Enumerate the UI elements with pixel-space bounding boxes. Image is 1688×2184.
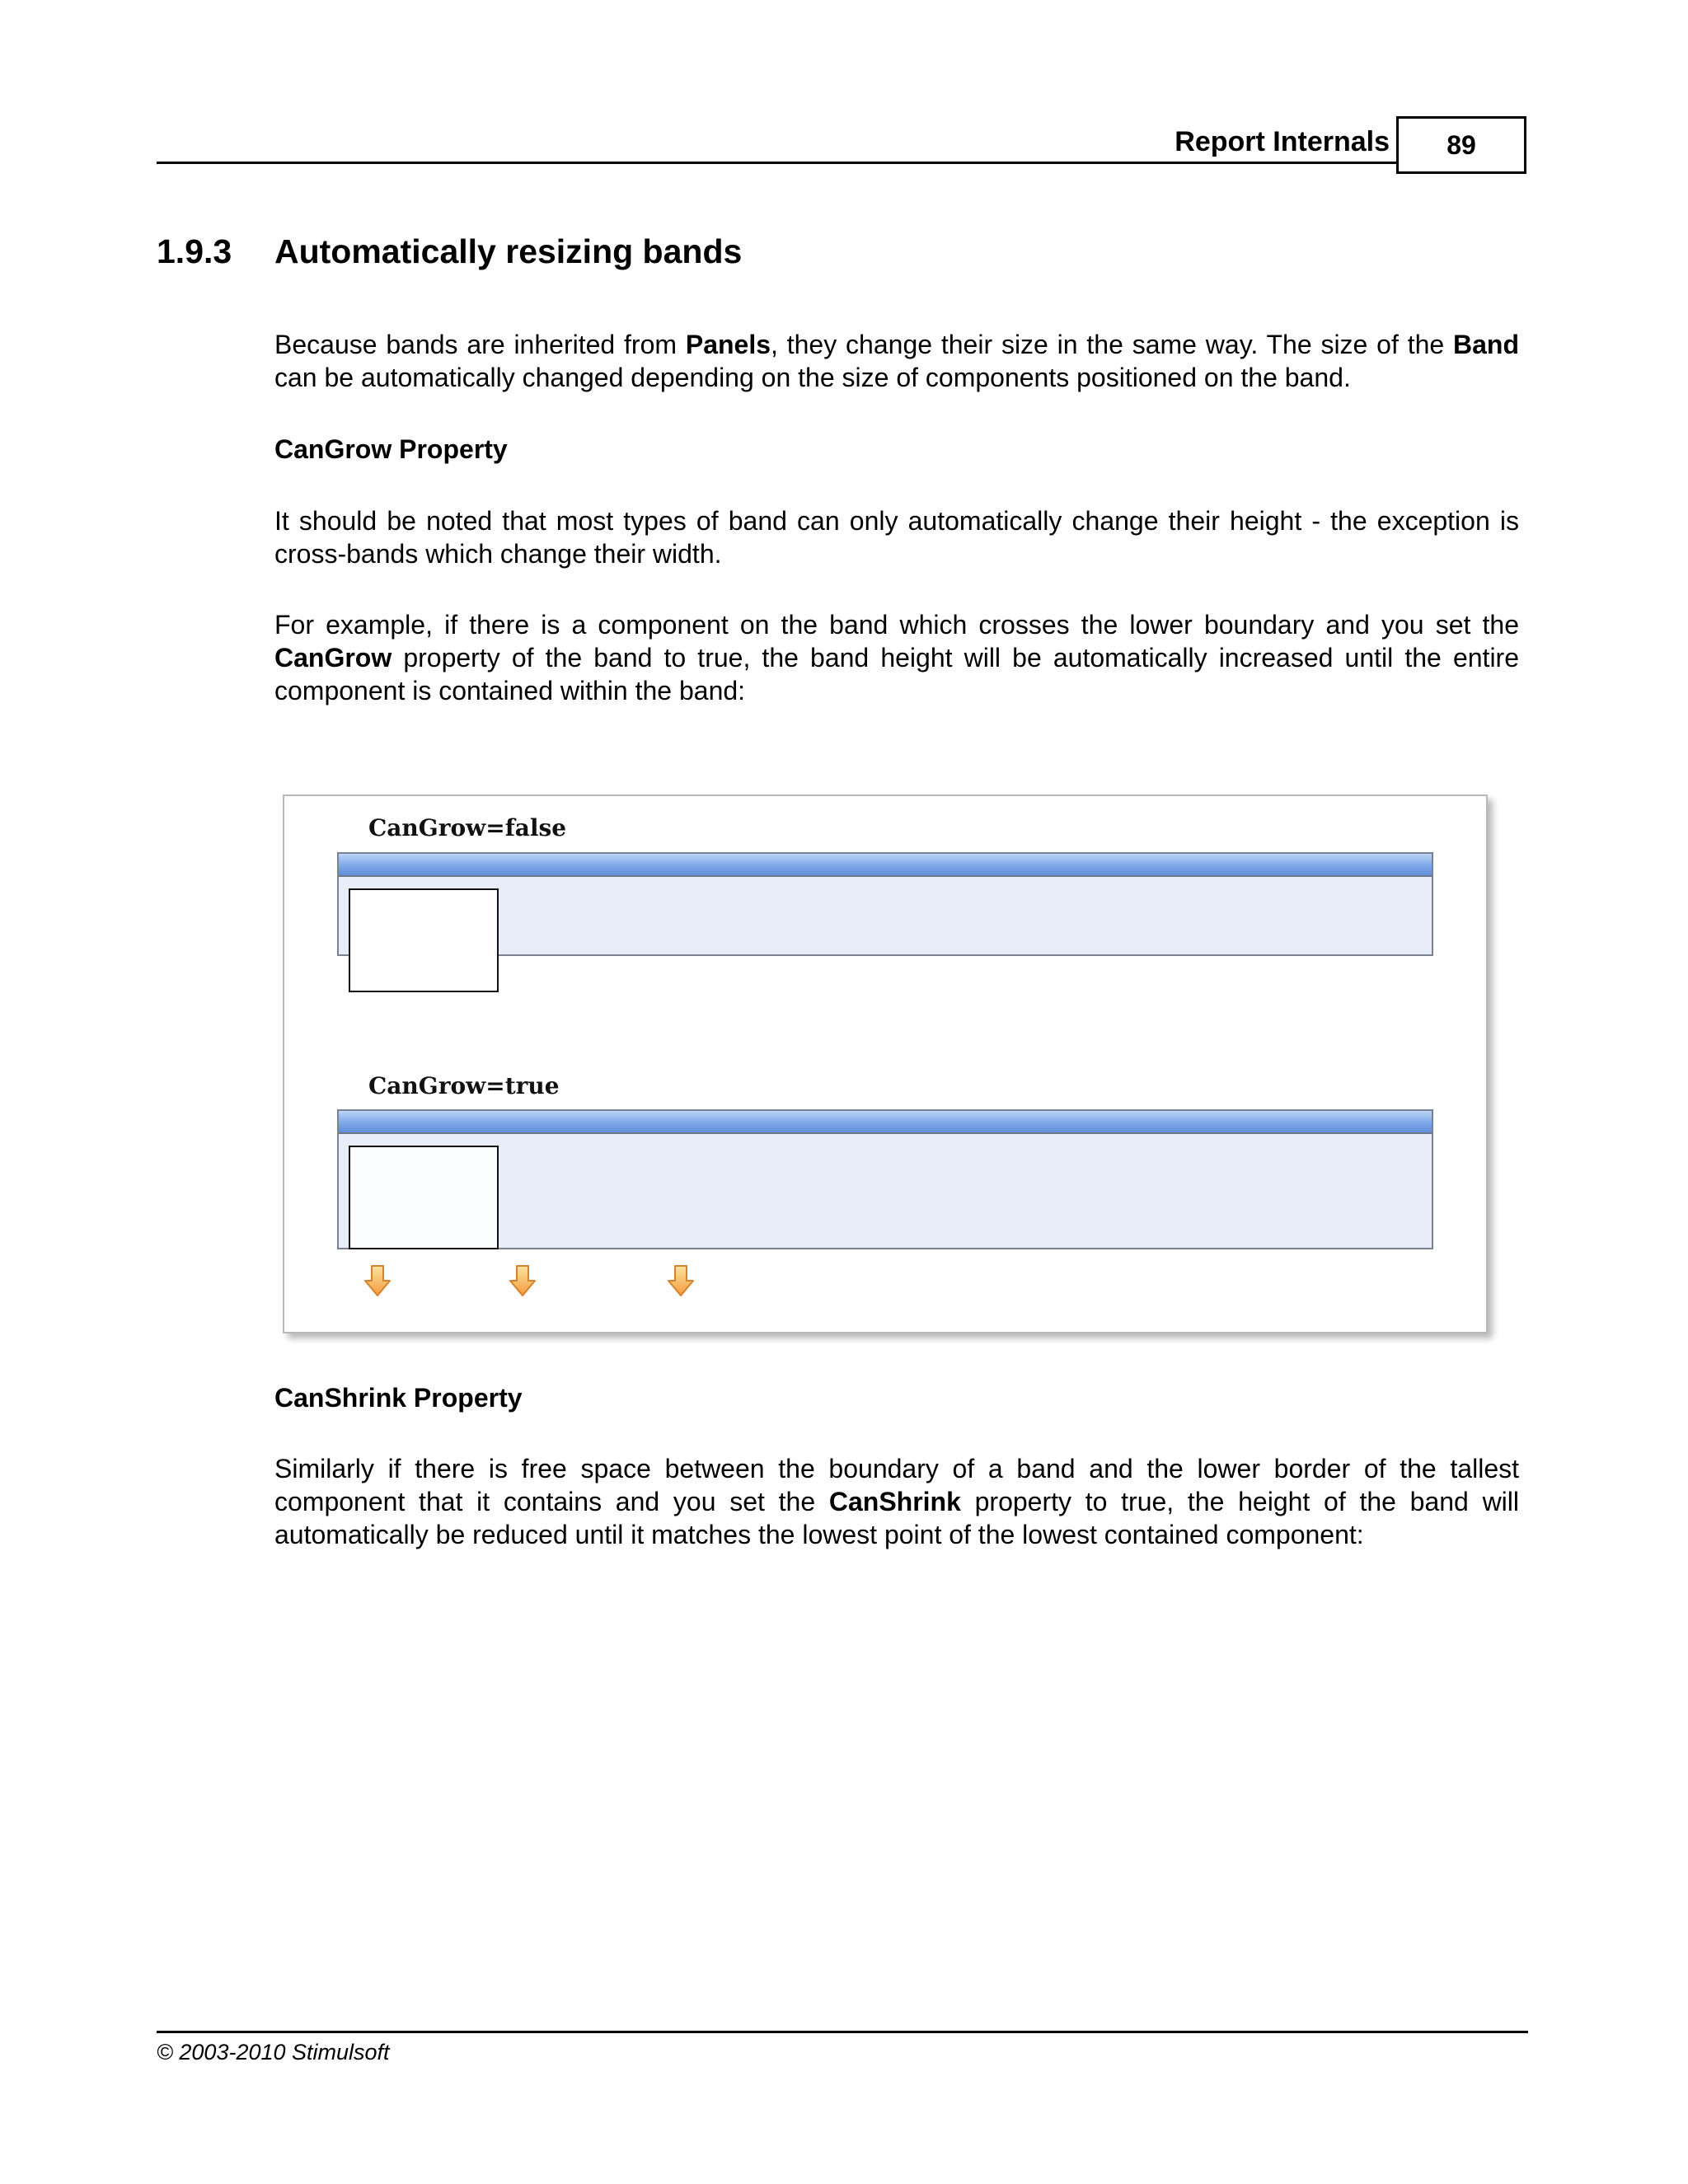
band-cangrow-true (337, 1109, 1433, 1249)
header-rule (157, 162, 1397, 164)
component-overflowing (349, 888, 499, 992)
cangrow-false-label: CanGrow=false (368, 814, 567, 841)
chapter-title: Report Internals (1175, 126, 1390, 157)
down-arrow-icon (363, 1264, 392, 1297)
cangrow-figure (283, 794, 1488, 1333)
footer-copyright: © 2003-2010 Stimulsoft (157, 2040, 390, 2064)
footer-rule (157, 2031, 1528, 2033)
section-number: 1.9.3 (157, 232, 232, 270)
band-cangrow-false (337, 852, 1433, 956)
down-arrow-icon (509, 1264, 537, 1297)
cangrow-note-paragraph: It should be noted that most types of band can only automatically change their height - the exception is cross-bands which change their width. (274, 506, 1519, 569)
canshrink-paragraph: Similarly if there is free space between the boundary of a band and the lower border of the tallest component that it contains and you set the CanShrink property to true, the height of the band will automatically be reduced until it matches the lowest point of the lowest contained component: (274, 1454, 1520, 1549)
section-title: Automatically resizing bands (274, 232, 743, 270)
component-contained (349, 1146, 499, 1249)
page-number: 89 (1396, 116, 1526, 174)
down-arrow-icon (667, 1264, 695, 1297)
cangrow-example-paragraph: For example, if there is a component on the band which crosses the lower boundary and you set the CanGrow property of the band to true, the band height will be automatically increased until the entire component is contained within the band: (274, 610, 1519, 705)
cangrow-heading: CanGrow Property (274, 434, 508, 464)
canshrink-heading: CanShrink Property (274, 1383, 523, 1413)
band-header-bar (339, 854, 1432, 877)
cangrow-true-label: CanGrow=true (368, 1072, 560, 1099)
band-header-bar (339, 1111, 1432, 1134)
intro-paragraph: Because bands are inherited from Panels, they change their size in the same way. The size of the Band can be automatically changed depending on the size of components positioned on the band. (274, 330, 1520, 392)
